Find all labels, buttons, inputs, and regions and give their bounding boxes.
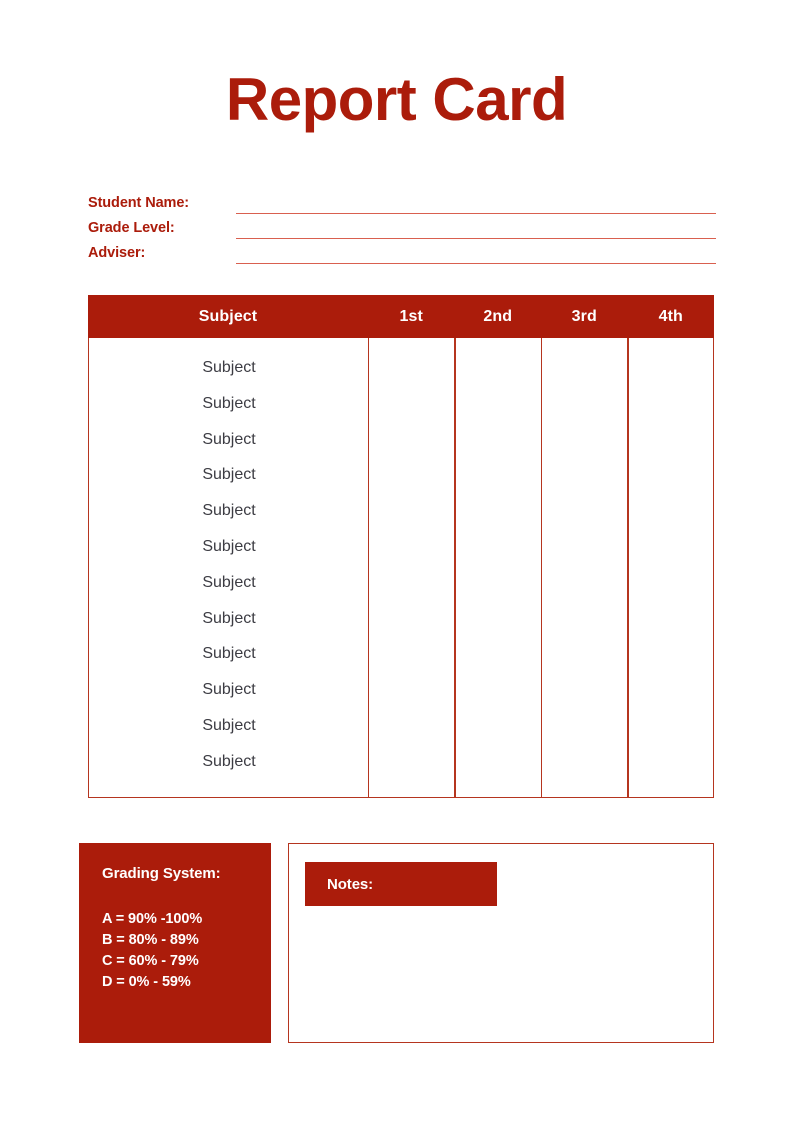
grade-level-label: Grade Level: <box>88 220 175 236</box>
grade-table <box>88 295 714 798</box>
table-row[interactable]: Subject <box>202 645 256 663</box>
grading-system-box <box>79 843 271 1043</box>
student-name-row <box>88 195 716 220</box>
table-row[interactable]: Subject <box>202 537 256 555</box>
table-row[interactable]: Subject <box>202 752 256 770</box>
header-cell-2nd: 2nd <box>483 307 513 325</box>
grade-level-input-line[interactable] <box>236 238 716 239</box>
student-name-input-line[interactable] <box>236 213 716 214</box>
column-divider-1st-2nd <box>454 338 456 797</box>
student-info-block <box>88 195 716 270</box>
header-cell-4th: 4th <box>658 307 683 325</box>
table-row[interactable]: Subject <box>202 502 256 520</box>
column-divider-2nd-3rd <box>541 338 543 797</box>
grading-scale-item: D = 0% - 59% <box>102 974 191 990</box>
table-row[interactable]: Subject <box>202 394 256 412</box>
table-row[interactable]: Subject <box>202 430 256 448</box>
adviser-input-line[interactable] <box>236 263 716 264</box>
grading-scale-item: C = 60% - 79% <box>102 953 199 969</box>
grading-scale-list <box>102 909 271 993</box>
grading-system-title: Grading System: <box>102 865 221 882</box>
table-row[interactable]: Subject <box>202 681 256 699</box>
grade-level-row <box>88 220 716 245</box>
adviser-label: Adviser: <box>88 245 146 261</box>
header-cell-1st: 1st <box>399 307 423 325</box>
notes-label: Notes: <box>305 862 497 906</box>
table-row[interactable]: Subject <box>202 359 256 376</box>
column-divider-3rd-4th <box>627 338 629 797</box>
student-name-label: Student Name: <box>88 195 190 211</box>
grading-scale-item: B = 80% - 89% <box>102 932 199 948</box>
header-cell-subject: Subject <box>198 307 258 325</box>
page-title: Report Card <box>225 66 568 133</box>
grade-table-header-row <box>88 295 714 338</box>
table-row[interactable]: Subject <box>202 573 256 591</box>
notes-box[interactable] <box>288 843 714 1043</box>
header-cell-3rd: 3rd <box>571 307 597 325</box>
grading-scale-item: A = 90% -100% <box>102 911 203 927</box>
table-row[interactable]: Subject <box>202 716 256 734</box>
adviser-row <box>88 245 716 270</box>
table-row[interactable]: Subject <box>202 466 256 484</box>
notes-text-area[interactable] <box>305 914 699 1030</box>
grade-table-body <box>88 338 714 798</box>
table-row[interactable]: Subject <box>202 609 256 627</box>
subject-rows-list <box>89 338 369 780</box>
